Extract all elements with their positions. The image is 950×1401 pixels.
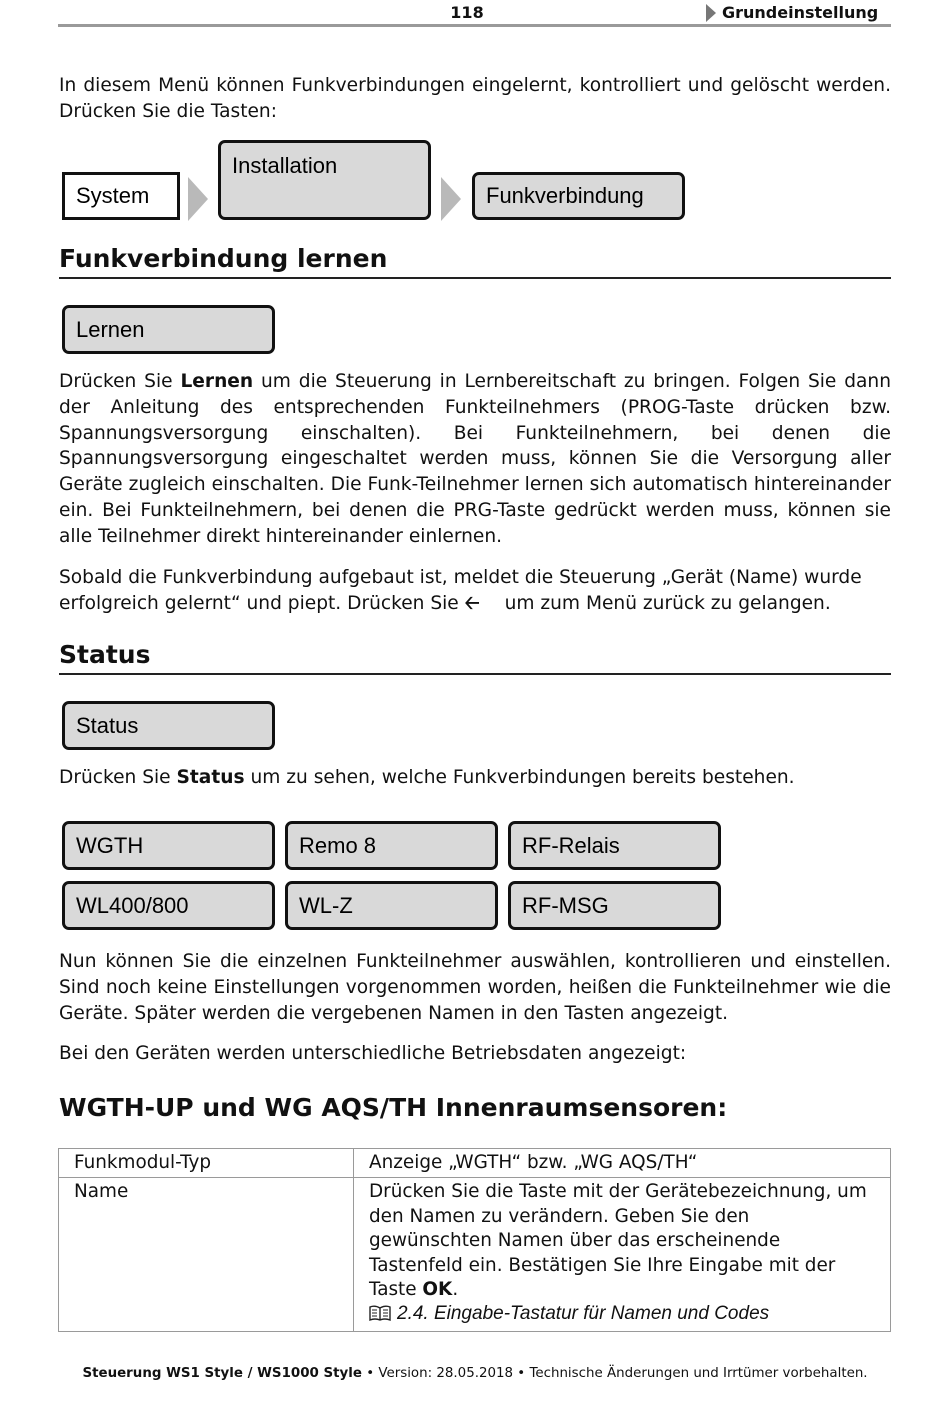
heading-rule xyxy=(59,277,891,279)
device-key-remo8[interactable] xyxy=(285,821,498,870)
table-cell-value: Drücken Sie die Taste mit der Gerätebezeichnung, um den Namen zu verändern. Geben Sie den gewünschten Namen über das erscheinende Tastenfeld ein. Bestätigen Sie Ihre Eingabe mit der Taste OK. 2.4. Eingabe-Tastatur für Namen und Codes xyxy=(354,1178,891,1331)
sensor-table xyxy=(58,1148,891,1332)
system-key[interactable] xyxy=(62,172,180,220)
installation-key[interactable] xyxy=(218,140,431,220)
status-key-label: Status xyxy=(76,713,139,738)
table-row xyxy=(59,1149,891,1178)
device-key-label: WL400/800 xyxy=(76,893,189,918)
device-key-rf-relais[interactable] xyxy=(508,821,721,870)
table-cell-value: Anzeige „WGTH“ bzw. „WG AQS/TH“ xyxy=(354,1149,891,1178)
device-key-label: Remo 8 xyxy=(299,833,377,858)
device-key-wl400-800[interactable] xyxy=(62,881,275,930)
status-devices-paragraph: Nun können Sie die einzelnen Funkteilnehmer auswählen, kontrollieren und einstellen. Sind noch keine Einstellungen vorgenommen worden, heißen die Funkteilnehmer wie die Geräte. Später werden die vergebenen Namen in den Tasten angezeigt. xyxy=(59,951,891,1024)
header-rule xyxy=(58,24,891,27)
device-key-label: RF-MSG xyxy=(522,893,609,918)
device-key-rf-msg[interactable] xyxy=(508,881,721,930)
lernen-key-label: Lernen xyxy=(76,317,145,342)
device-key-label: WL-Z xyxy=(299,893,353,918)
status-key[interactable] xyxy=(62,701,275,750)
funkverbindung-key-label: Funkverbindung xyxy=(486,183,644,208)
funkverbindung-key[interactable] xyxy=(472,172,685,220)
table-cell-label: Name xyxy=(59,1178,354,1331)
table-row xyxy=(59,1178,891,1331)
nav-arrow-icon xyxy=(188,177,208,221)
nav-arrow-icon xyxy=(441,177,461,221)
cross-reference-link[interactable]: 2.4. Eingabe-Tastatur für Namen und Codes xyxy=(369,1303,769,1324)
section-heading-lernen: Funkverbindung lernen xyxy=(59,244,388,273)
heading-rule xyxy=(59,673,891,675)
book-icon xyxy=(369,1305,391,1321)
lernen-paragraph: Drücken Sie Lernen um die Steuerung in Lernbereitschaft zu bringen. Folgen Sie dann der Anleitung des entsprechenden Funkteilnehmers (PROG-Taste drücken bzw. Spannungsversorgung einschalten). Bei Funkteilnehmern, bei denen die Spannungsversorgung eingeschaltet werden muss, können Sie die Versorgung aller Geräte zugleich einschalten. Die Funk-Teilnehmer lernen sich automatisch hintereinander ein. Bei Funkteilnehmern, bei denen die PRG-Taste gedrückt werden muss, können sie alle Teilnehmer direkt hintereinander einlernen. xyxy=(59,371,891,547)
header-arrow-icon xyxy=(706,4,716,22)
page-footer: Steuerung WS1 Style / WS1000 Style • Version: 28.05.2018 • Technische Änderungen und Irrtümer vorbehalten. xyxy=(82,1366,868,1381)
page-number: 118 xyxy=(450,3,484,22)
section-heading-status: Status xyxy=(59,640,151,669)
back-arrow-icon: 🡠 xyxy=(464,592,480,614)
status-data-paragraph: Bei den Geräten werden unterschiedliche Betriebsdaten angezeigt: xyxy=(59,1043,687,1064)
device-key-label: WGTH xyxy=(76,833,144,858)
lernen-key[interactable] xyxy=(62,305,275,354)
header-section-title: Grundeinstellung xyxy=(722,3,879,22)
system-key-label: System xyxy=(76,183,150,208)
device-key-label: RF-Relais xyxy=(522,833,620,858)
installation-key-label: Installation xyxy=(232,153,338,178)
intro-text: In diesem Menü können Funkverbindungen eingelernt, kontrolliert und gelöscht werden. Drücken Sie die Tasten: xyxy=(59,75,891,122)
device-key-wl-z[interactable] xyxy=(285,881,498,930)
section-heading-wgth: WGTH-UP und WG AQS/TH Innenraumsensoren: xyxy=(59,1093,728,1122)
table-cell-label: Funkmodul-Typ xyxy=(59,1149,354,1178)
device-key-wgth[interactable] xyxy=(62,821,275,870)
status-paragraph: Drücken Sie Status um zu sehen, welche Funkverbindungen bereits bestehen. xyxy=(59,767,795,788)
lernen-confirm-paragraph: Sobald die Funkverbindung aufgebaut ist, meldet die Steuerung „Gerät (Name) wurde erfolgreich gelernt“ und piept. Drücken Sie 🡠 um zum Menü zurück zu gelangen. xyxy=(59,565,891,617)
